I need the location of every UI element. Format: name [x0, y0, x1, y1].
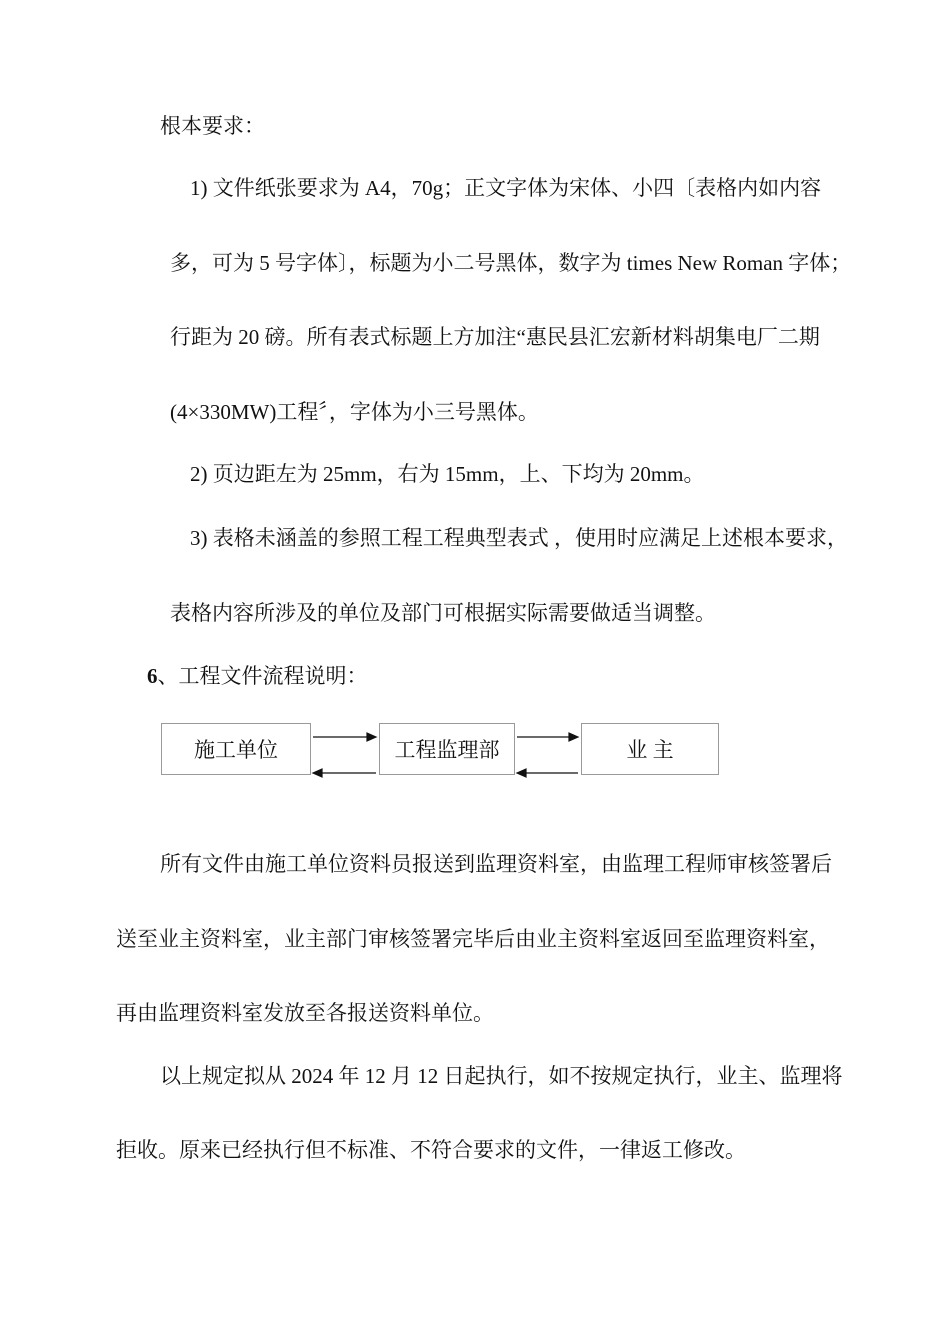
requirement-2: 2) 页边距左为 25mm，右为 15mm，上、下均为 20mm。 — [190, 462, 705, 486]
section-6-number: 6 — [147, 664, 158, 688]
flow-box-owner: 业 主 — [581, 723, 719, 775]
paragraph-1-line-1: 所有文件由施工单位资料员报送到监理资料室，由监理工程师审核签署后 — [160, 852, 832, 876]
arrow-head-left-2 — [517, 769, 526, 777]
arrow-head-right-1 — [367, 733, 376, 741]
requirement-1-line-3: 行距为 20 磅。所有表式标题上方加注“惠民县汇宏新材料胡集电厂二期 — [170, 325, 820, 349]
flow-box-contractor: 施工单位 — [161, 723, 311, 775]
requirement-1-line-1: 1) 文件纸张要求为 A4，70g；正文字体为宋体、小四〔表格内如内容 — [190, 176, 822, 200]
requirement-3-line-2: 表格内容所涉及的单位及部门可根据实际需要做适当调整。 — [170, 601, 716, 625]
arrow-head-left-1 — [313, 769, 322, 777]
requirement-1-line-4: (4×330MW)工程〞，字体为小三号黑体。 — [170, 400, 539, 424]
paragraph-2-line-2: 拒收。原来已经执行但不标准、不符合要求的文件，一律返工修改。 — [116, 1138, 746, 1162]
flow-box-supervision: 工程监理部 — [379, 723, 515, 775]
requirement-3-line-1: 3) 表格未涵盖的参照工程工程典型表式 ，使用时应满足上述根本要求， — [190, 526, 848, 550]
paragraph-1-line-3: 再由监理资料室发放至各报送资料单位。 — [116, 1001, 494, 1025]
section-6-title: 、工程文件流程说明： — [157, 664, 368, 688]
section-6-heading — [147, 662, 368, 690]
requirement-1-line-2: 多，可为 5 号字体〕，标题为小二号黑体，数字为 times New Roman 字体； — [170, 251, 852, 275]
paragraph-1-line-2: 送至业主资料室，业主部门审核签署完毕后由业主资料室返回至监理资料室， — [116, 927, 830, 951]
arrow-head-right-2 — [569, 733, 578, 741]
basic-requirements-heading: 根本要求： — [160, 114, 265, 138]
paragraph-2-line-1: 以上规定拟从 2024 年 12 月 12 日起执行，如不按规定执行，业主、监理将 — [160, 1064, 843, 1088]
